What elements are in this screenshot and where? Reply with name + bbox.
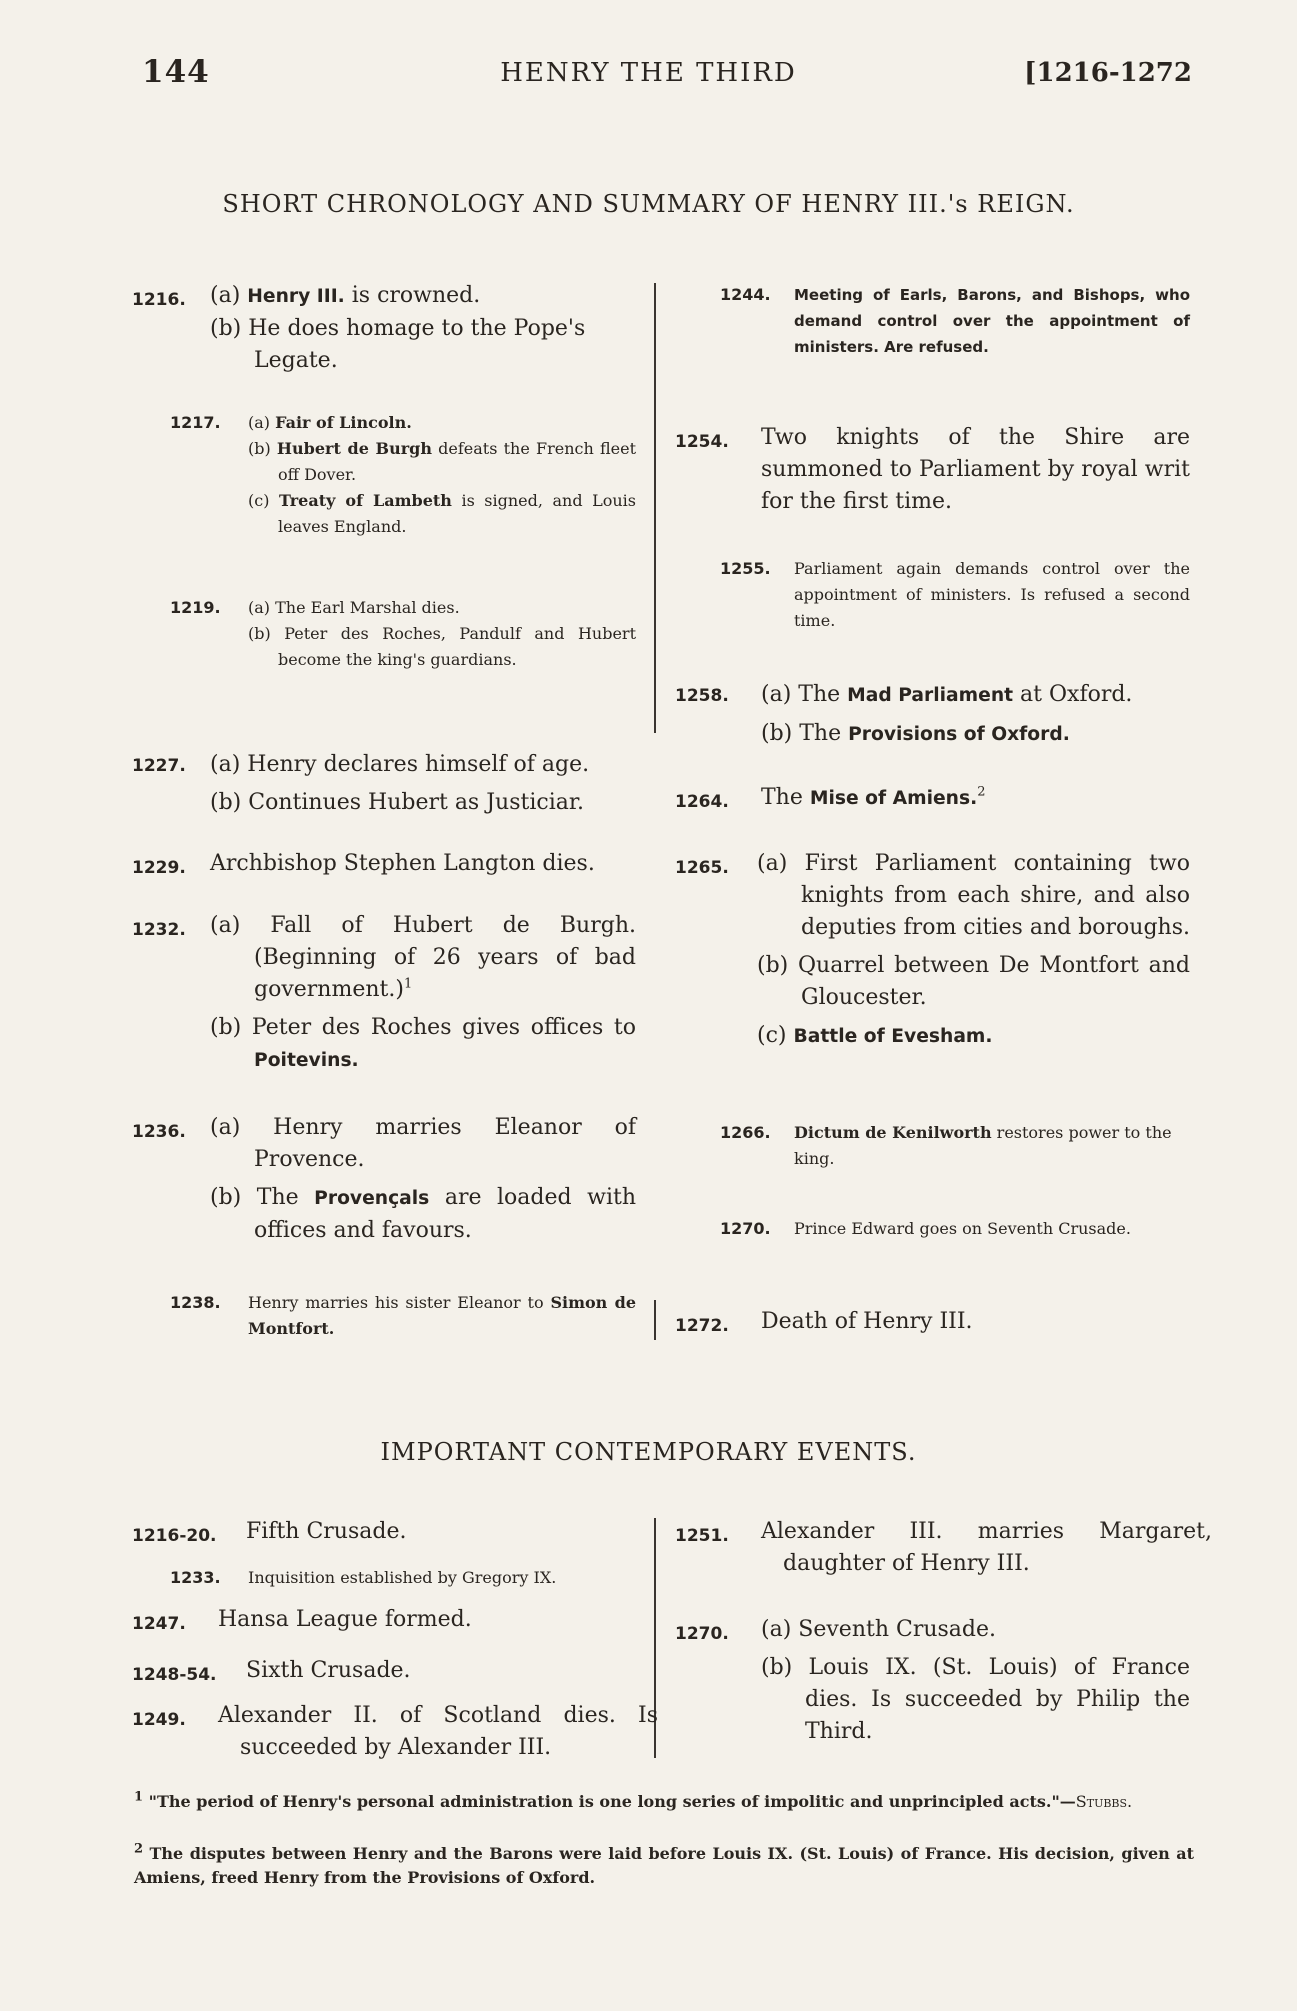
entry-year: 1270.: [720, 1219, 771, 1238]
entry-item: The Mise of Amiens.$^2$: [761, 784, 986, 810]
entry-item: (b) Hubert de Burgh defeats the French fleet off Dover.: [248, 439, 637, 484]
event-year: 1249.: [132, 1710, 186, 1730]
entry-item: Death of Henry III.: [761, 1309, 973, 1334]
entry-year: 1232.: [132, 920, 186, 940]
entry-year: 1272.: [675, 1316, 729, 1336]
footnote-1: [134, 1790, 1194, 1814]
footnote-text: The disputes between Henry and the Barons were laid before Louis IX. (St. Louis) of France. His decision, given at Amiens, freed Henry from the Provisions of Oxford.: [134, 1844, 1194, 1887]
entry-year: 1264.: [675, 792, 729, 812]
entry-item: (c) Battle of Evesham.: [757, 1023, 993, 1048]
entry-year: 1258.: [675, 686, 729, 706]
events-title: IMPORTANT CONTEMPORARY EVENTS.: [380, 1438, 917, 1466]
entry-item: Two knights of the Shire are summoned to Parliament by royal writ for the first time.: [761, 425, 1190, 514]
event-item: Sixth Crusade.: [246, 1658, 411, 1683]
entry-item: (a) First Parliament containing two knights from each shire, and also deputies from cities and boroughs.: [757, 851, 1190, 940]
entry-year: 1236.: [132, 1122, 186, 1142]
entry-item: (a) The Earl Marshal dies.: [248, 598, 460, 617]
footnote-ref: 1: [403, 976, 413, 992]
entry-year: 1255.: [720, 559, 771, 578]
event-year: 1216-20.: [132, 1526, 217, 1546]
entry-item: (b) The Provençals are loaded with offices and favours.: [210, 1185, 636, 1243]
event-year: 1233.: [170, 1568, 221, 1587]
event-item: (a) Seventh Crusade.: [761, 1617, 997, 1642]
entry-item: Dictum de Kenilworth restores power to the king.: [794, 1123, 1172, 1168]
entry-item: (b) The Provisions of Oxford.: [761, 721, 1070, 746]
entry-item: Meeting of Earls, Barons, and Bishops, who demand control over the appointment of ministers. Are refused.: [794, 286, 1190, 356]
entry-item: (b) Continues Hubert as Justiciar.: [210, 790, 584, 815]
column-divider: [654, 1300, 656, 1340]
event-year: 1248-54.: [132, 1665, 217, 1685]
entry-item: (a) Henry declares himself of age.: [210, 752, 590, 777]
entry-year: 1229.: [132, 858, 186, 878]
entry-year: 1217.: [170, 413, 221, 432]
footnote-2: [134, 1842, 1194, 1890]
page-number: 144: [142, 54, 210, 90]
entry-item: (b) Peter des Roches gives offices to Poitevins.: [210, 1015, 636, 1071]
entry-year: 1265.: [675, 858, 729, 878]
entry-item: (c) Treaty of Lambeth is signed, and Louis leaves England.: [248, 491, 637, 536]
entry-item: (b) He does homage to the Pope's Legate.: [210, 316, 586, 373]
event-item: Inquisition established by Gregory IX.: [248, 1568, 557, 1587]
entry-item: Parliament again demands control over the appointment of ministers. Is refused a second time.: [794, 559, 1190, 630]
entry-year: 1266.: [720, 1123, 771, 1142]
entry-year: 1227.: [132, 756, 186, 776]
event-item: Alexander II. of Scotland dies. Is succeeded by Alexander III.: [218, 1703, 658, 1760]
footnote-text: "The period of Henry's personal administration is one long series of impolitic and unprincipled acts."—: [148, 1792, 1076, 1811]
footnote-ref: 2: [977, 784, 986, 800]
footnote-mark: 2: [134, 1841, 144, 1857]
entry-item: (b) Quarrel between De Montfort and Gloucester.: [757, 953, 1190, 1010]
event-year: 1270.: [675, 1624, 729, 1644]
event-item: Alexander III. marries Margaret, daughter of Henry III.: [761, 1519, 1212, 1576]
chronology-title: SHORT CHRONOLOGY AND SUMMARY OF HENRY III.'s REIGN.: [222, 190, 1075, 218]
entry-year: 1238.: [170, 1293, 221, 1312]
column-divider: [654, 283, 656, 733]
entry-item: (a) Fall of Hubert de Burgh. (Beginning of 26 years of bad government.)$^1$: [210, 913, 636, 1002]
entry-year: 1254.: [675, 432, 729, 452]
entry-year: 1216.: [132, 290, 186, 310]
entry-item: Archbishop Stephen Langton dies.: [210, 851, 595, 876]
event-year: 1247.: [132, 1614, 186, 1634]
entry-year: 1244.: [720, 285, 771, 304]
entry-item: (a) Henry III. is crowned.: [210, 283, 481, 308]
date-range: [1216-1272: [1024, 58, 1192, 88]
footnote-source: Stubbs.: [1075, 1792, 1133, 1811]
entry-item: (a) The Mad Parliament at Oxford.: [761, 682, 1133, 707]
entry-item: (a) Fair of Lincoln.: [248, 413, 412, 432]
entry-item: Henry marries his sister Eleanor to Simon de Montfort.: [248, 1293, 636, 1338]
event-year: 1251.: [675, 1526, 729, 1546]
event-item: Fifth Crusade.: [246, 1519, 407, 1544]
event-item: (b) Louis IX. (St. Louis) of France dies. Is succeeded by Philip the Third.: [761, 1655, 1190, 1744]
entry-item: (a) Henry marries Eleanor of Provence.: [210, 1115, 636, 1172]
entry-item: (b) Peter des Roches, Pandulf and Hubert become the king's guardians.: [248, 624, 636, 669]
event-item: Hansa League formed.: [218, 1607, 472, 1632]
entry-item: Prince Edward goes on Seventh Crusade.: [794, 1219, 1131, 1238]
running-title: HENRY THE THIRD: [500, 58, 797, 88]
footnote-mark: 1: [134, 1789, 144, 1805]
entry-year: 1219.: [170, 598, 221, 617]
